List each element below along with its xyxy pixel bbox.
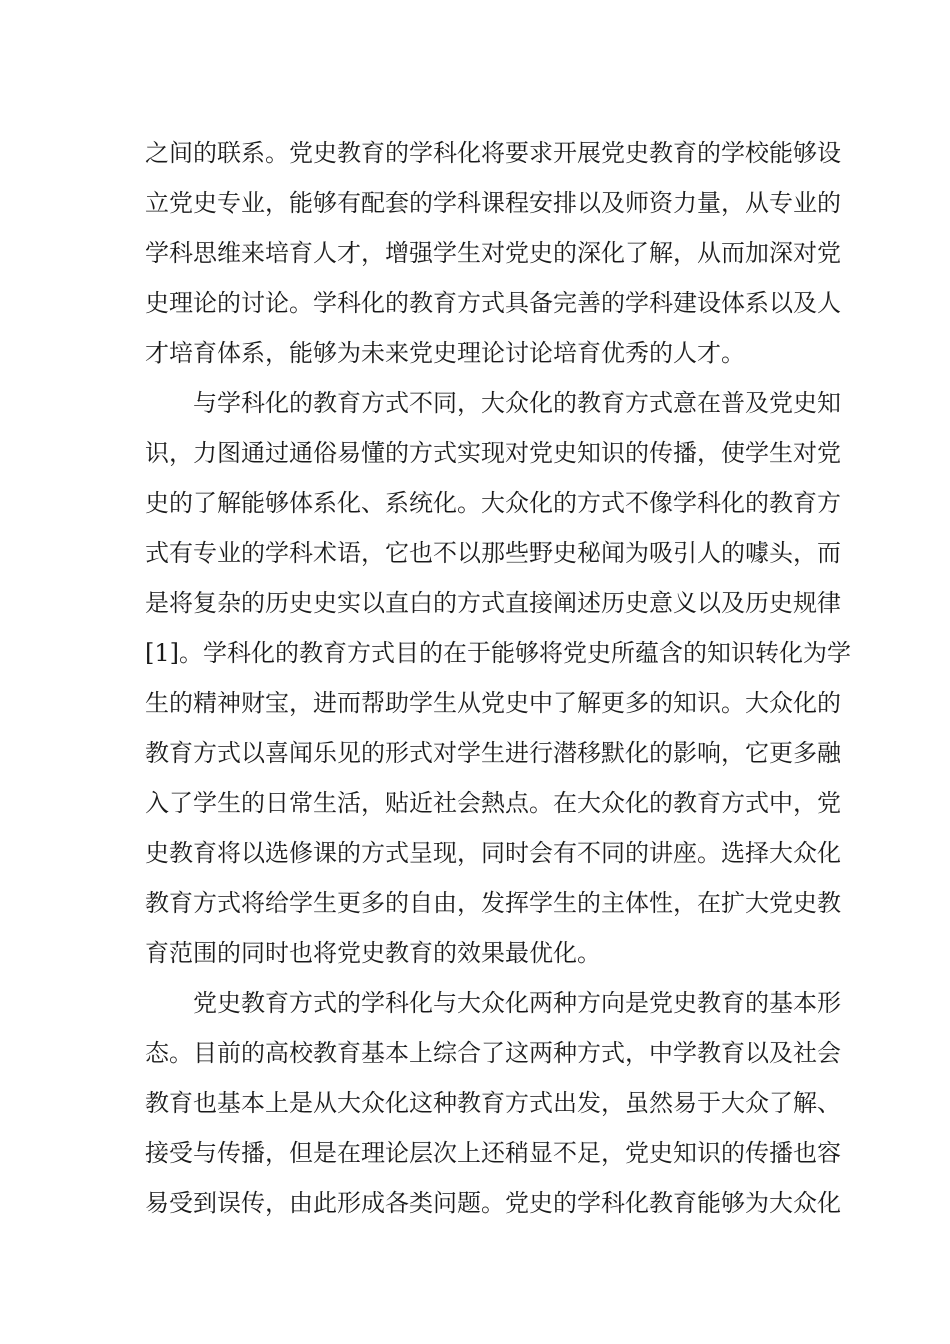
paragraph [145, 978, 841, 1228]
text-line: 教育也基本上是从大众化这种教育方式出发，虽然易于大众了解、 [145, 1089, 841, 1117]
text-line: 是将复杂的历史史实以直白的方式直接阐述历史意义以及历史规律 [145, 589, 841, 617]
text-line: 之间的联系。党史教育的学科化将要求开展党史教育的学校能够设 [145, 139, 841, 167]
text-line: 才培育体系，能够为未来党史理论讨论培育优秀的人才。 [145, 339, 745, 367]
text-line: 生的精神财宝，进而帮助学生从党史中了解更多的知识。大众化的 [145, 689, 841, 717]
text-line: 教育方式将给学生更多的自由，发挥学生的主体性，在扩大党史教 [145, 889, 841, 917]
paragraph [145, 128, 841, 378]
text-line: 与学科化的教育方式不同，大众化的教育方式意在普及党史知 [193, 389, 841, 417]
text-line: 史的了解能够体系化、系统化。大众化的方式不像学科化的教育方 [145, 489, 841, 517]
text-line: 易受到误传，由此形成各类问题。党史的学科化教育能够为大众化 [145, 1189, 841, 1217]
text-line: 史理论的讨论。学科化的教育方式具备完善的学科建设体系以及人 [145, 289, 841, 317]
text-line: [1]。学科化的教育方式目的在于能够将党史所蕴含的知识转化为学 [145, 639, 851, 667]
text-line: 学科思维来培育人才，增强学生对党史的深化了解，从而加深对党 [145, 239, 841, 267]
text-line: 式有专业的学科术语，它也不以那些野史秘闻为吸引人的噱头，而 [145, 539, 841, 567]
text-line: 育范围的同时也将党史教育的效果最优化。 [145, 939, 601, 967]
text-line: 态。目前的高校教育基本上综合了这两种方式，中学教育以及社会 [145, 1039, 841, 1067]
text-line: 史教育将以选修课的方式呈现，同时会有不同的讲座。选择大众化 [145, 839, 841, 867]
text-line: 党史教育方式的学科化与大众化两种方向是党史教育的基本形 [193, 989, 841, 1017]
text-line: 入了学生的日常生活，贴近社会熱点。在大众化的教育方式中，党 [145, 789, 841, 817]
text-line: 立党史专业，能够有配套的学科课程安排以及师资力量，从专业的 [145, 189, 841, 217]
text-line: 识，力图通过通俗易懂的方式实现对党史知识的传播，使学生对党 [145, 439, 841, 467]
text-line: 接受与传播，但是在理论层次上还稍显不足，党史知识的传播也容 [145, 1139, 841, 1167]
body-text [145, 128, 851, 1228]
paragraph [145, 378, 851, 978]
text-line: 教育方式以喜闻乐见的形式对学生进行潜移默化的影响，它更多融 [145, 739, 841, 767]
